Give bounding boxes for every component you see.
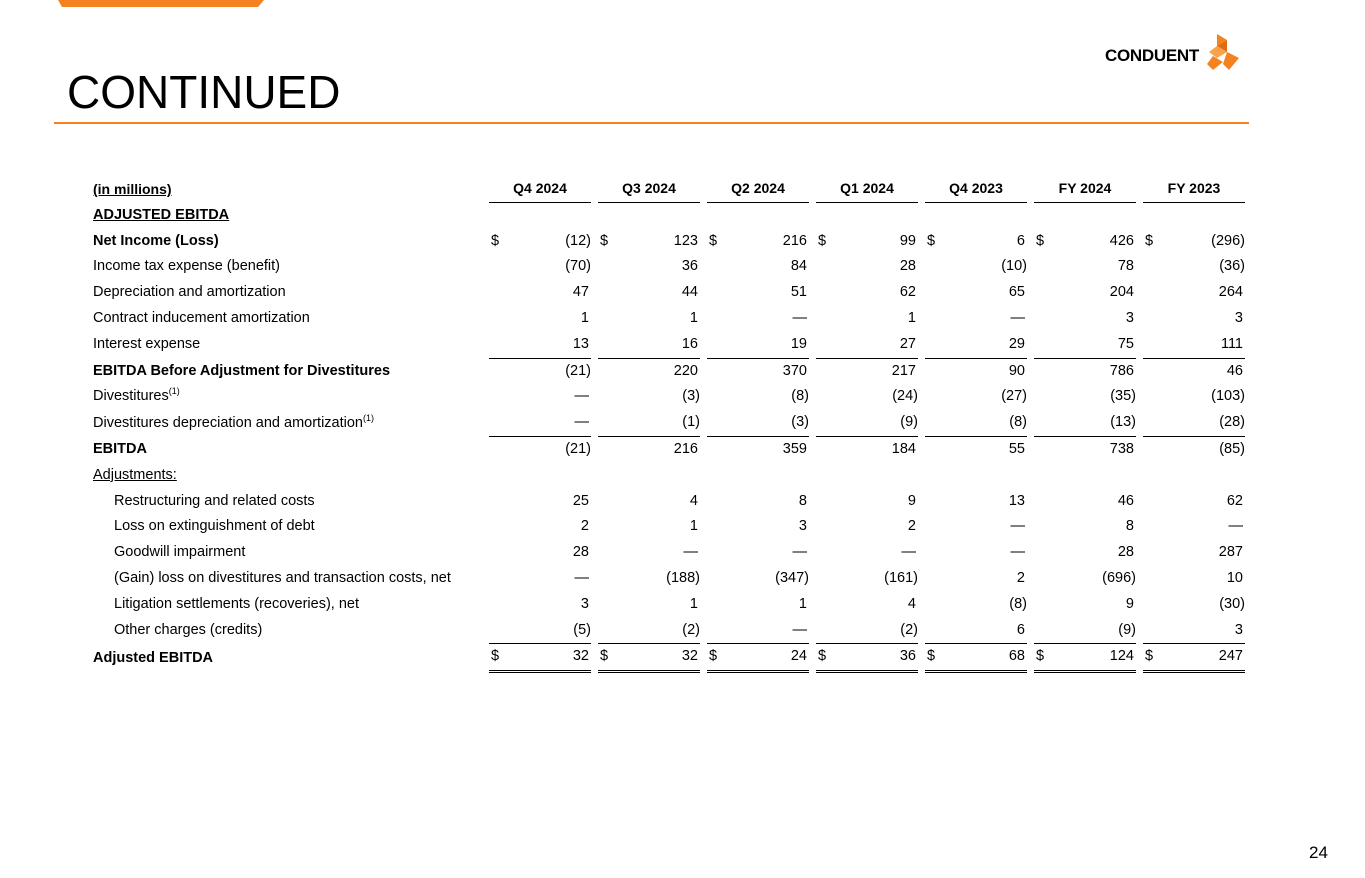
cell-value: 36 bbox=[834, 644, 918, 673]
currency-symbol bbox=[707, 618, 725, 645]
cell-value: (188) bbox=[666, 569, 700, 586]
cell-value: 32 bbox=[507, 644, 591, 673]
cell-value: (9) bbox=[1052, 618, 1136, 645]
currency-symbol bbox=[1143, 359, 1161, 385]
currency-symbol: $ bbox=[489, 644, 507, 673]
cell-value: 28 bbox=[1117, 544, 1134, 561]
row-label bbox=[88, 618, 482, 645]
currency-symbol bbox=[598, 540, 616, 566]
cell-value: 786 bbox=[1109, 362, 1134, 379]
column-header: Q2 2024 bbox=[707, 176, 809, 203]
section-row bbox=[88, 463, 1245, 489]
table-row bbox=[88, 384, 1245, 410]
cell-value: (8) bbox=[943, 410, 1027, 437]
currency-symbol bbox=[816, 254, 834, 280]
adjustments-label: Adjustments: bbox=[93, 466, 177, 483]
page-number: 24 bbox=[1309, 843, 1328, 862]
currency-symbol bbox=[707, 306, 725, 332]
cell-value: (85) bbox=[1219, 440, 1245, 457]
currency-symbol: $ bbox=[925, 644, 943, 673]
cell-value: 1 bbox=[689, 309, 698, 326]
cell-value: 264 bbox=[1218, 284, 1243, 301]
currency-symbol bbox=[598, 592, 616, 618]
currency-symbol bbox=[925, 332, 943, 359]
currency-symbol bbox=[489, 410, 507, 437]
currency-symbol: $ bbox=[927, 232, 936, 249]
table-row bbox=[88, 254, 1245, 280]
cell-value: 4 bbox=[689, 492, 698, 509]
cell-value: 84 bbox=[790, 258, 807, 275]
cell-value: (30) bbox=[1219, 595, 1245, 612]
currency-symbol bbox=[1143, 592, 1161, 618]
cell-value: 2 bbox=[580, 518, 589, 535]
cell-value: 204 bbox=[1109, 284, 1134, 301]
section-row bbox=[88, 203, 1245, 229]
cell-value: 99 bbox=[899, 232, 916, 249]
cell-value: 123 bbox=[673, 232, 698, 249]
cell-value: — bbox=[901, 544, 916, 561]
currency-symbol bbox=[1143, 566, 1161, 592]
cell-value: (296) bbox=[1211, 232, 1245, 249]
cell-value: 16 bbox=[616, 332, 700, 359]
row-label-text: Income tax expense (benefit) bbox=[93, 258, 280, 275]
cell-value: 78 bbox=[1117, 258, 1134, 275]
cell-value: — bbox=[792, 544, 807, 561]
cell-value: 3 bbox=[798, 518, 807, 535]
row-label-text: EBITDA bbox=[93, 440, 147, 457]
cell-value: 24 bbox=[725, 644, 809, 673]
row-label-text: Net Income (Loss) bbox=[93, 232, 219, 249]
cell-value: 220 bbox=[673, 362, 698, 379]
column-header: Q4 2024 bbox=[489, 176, 591, 203]
currency-symbol bbox=[925, 514, 943, 540]
currency-symbol bbox=[707, 514, 725, 540]
row-label-text: Goodwill impairment bbox=[114, 544, 246, 561]
row-label-text: Loss on extinguishment of debt bbox=[114, 518, 315, 535]
currency-symbol bbox=[925, 592, 943, 618]
currency-symbol bbox=[489, 437, 507, 463]
cell-value: 216 bbox=[782, 232, 807, 249]
column-header: Q4 2023 bbox=[925, 176, 1027, 203]
row-label-text: Litigation settlements (recoveries), net bbox=[114, 595, 359, 612]
row-label bbox=[88, 566, 482, 592]
cell-value: 27 bbox=[834, 332, 918, 359]
cell-value: 62 bbox=[899, 284, 916, 301]
cell-value: 75 bbox=[1052, 332, 1136, 359]
row-label-text: Divestitures bbox=[93, 388, 169, 405]
cell-value: (103) bbox=[1211, 388, 1245, 405]
cell-value: 124 bbox=[1052, 644, 1136, 673]
table-row bbox=[88, 514, 1245, 540]
cell-value: (8) bbox=[791, 388, 809, 405]
currency-symbol bbox=[489, 280, 507, 306]
currency-symbol bbox=[1034, 566, 1052, 592]
currency-symbol bbox=[1143, 514, 1161, 540]
cell-value: 10 bbox=[1226, 569, 1243, 586]
row-label-text: (Gain) loss on divestitures and transaction costs, net bbox=[114, 569, 451, 586]
currency-symbol bbox=[707, 592, 725, 618]
cell-value: 359 bbox=[782, 440, 807, 457]
currency-symbol bbox=[489, 566, 507, 592]
cell-value: 32 bbox=[616, 644, 700, 673]
cell-value: 2 bbox=[1016, 569, 1025, 586]
currency-symbol: $ bbox=[491, 232, 500, 249]
currency-symbol bbox=[925, 384, 943, 410]
currency-symbol: $ bbox=[598, 644, 616, 673]
currency-symbol bbox=[598, 566, 616, 592]
currency-symbol bbox=[598, 514, 616, 540]
currency-symbol bbox=[707, 437, 725, 463]
cell-value: 4 bbox=[907, 595, 916, 612]
row-label-text: Restructuring and related costs bbox=[114, 492, 315, 509]
currency-symbol bbox=[489, 359, 507, 385]
currency-symbol bbox=[1143, 618, 1161, 645]
row-label-text: Divestitures depreciation and amortization bbox=[93, 414, 363, 431]
currency-symbol bbox=[925, 410, 943, 437]
row-label bbox=[88, 489, 482, 515]
currency-symbol bbox=[489, 618, 507, 645]
cell-value: 46 bbox=[1226, 362, 1243, 379]
currency-symbol bbox=[598, 306, 616, 332]
top-accent-bar bbox=[58, 0, 264, 7]
cell-value: 111 bbox=[1161, 332, 1245, 359]
currency-symbol: $ bbox=[816, 644, 834, 673]
currency-symbol bbox=[1034, 384, 1052, 410]
cell-value: 47 bbox=[572, 284, 589, 301]
currency-symbol bbox=[707, 254, 725, 280]
units-label: (in millions) bbox=[93, 181, 172, 197]
row-label bbox=[88, 384, 482, 410]
cell-value: 184 bbox=[891, 440, 916, 457]
table-row bbox=[88, 280, 1245, 306]
currency-symbol bbox=[489, 592, 507, 618]
currency-symbol bbox=[1034, 437, 1052, 463]
cell-value: 247 bbox=[1161, 644, 1245, 673]
cell-value: 1 bbox=[798, 595, 807, 612]
cell-value: — bbox=[507, 410, 591, 437]
currency-symbol bbox=[1034, 254, 1052, 280]
row-label bbox=[88, 514, 482, 540]
currency-symbol bbox=[816, 540, 834, 566]
table-row bbox=[88, 618, 1245, 645]
currency-symbol bbox=[489, 514, 507, 540]
table-row bbox=[88, 644, 1245, 673]
row-label bbox=[88, 254, 482, 280]
cell-value: 3 bbox=[1125, 309, 1134, 326]
currency-symbol: $ bbox=[1034, 644, 1052, 673]
currency-symbol bbox=[925, 540, 943, 566]
adjusted-ebitda-table bbox=[88, 176, 1245, 673]
row-label bbox=[88, 410, 482, 437]
cell-value: 19 bbox=[725, 332, 809, 359]
currency-symbol: $ bbox=[818, 232, 827, 249]
cell-value: 3 bbox=[1161, 618, 1245, 645]
currency-symbol bbox=[489, 254, 507, 280]
currency-symbol bbox=[1143, 254, 1161, 280]
currency-symbol bbox=[489, 332, 507, 359]
cell-value: (70) bbox=[565, 258, 591, 275]
currency-symbol bbox=[925, 437, 943, 463]
table-row bbox=[88, 229, 1245, 255]
currency-symbol bbox=[1034, 332, 1052, 359]
currency-symbol bbox=[707, 410, 725, 437]
currency-symbol bbox=[816, 592, 834, 618]
cell-value: 8 bbox=[1125, 518, 1134, 535]
cell-value: 90 bbox=[1008, 362, 1025, 379]
cell-value: 1 bbox=[689, 518, 698, 535]
currency-symbol bbox=[925, 306, 943, 332]
cell-value: 29 bbox=[943, 332, 1027, 359]
cell-value: — bbox=[1010, 309, 1025, 326]
cell-value: 3 bbox=[580, 595, 589, 612]
currency-symbol bbox=[816, 489, 834, 515]
logo-wordmark: CONDUENT bbox=[1105, 45, 1199, 65]
currency-symbol bbox=[816, 359, 834, 385]
footnote-marker: (1) bbox=[168, 386, 180, 397]
cell-value: 1 bbox=[907, 309, 916, 326]
page-title: CONTINUED bbox=[67, 66, 341, 118]
cell-value: (24) bbox=[892, 388, 918, 405]
currency-symbol bbox=[1034, 618, 1052, 645]
cell-value: — bbox=[1010, 544, 1025, 561]
cell-value: 25 bbox=[572, 492, 589, 509]
currency-symbol bbox=[707, 280, 725, 306]
currency-symbol bbox=[598, 437, 616, 463]
currency-symbol bbox=[598, 618, 616, 645]
cell-value: — bbox=[574, 388, 589, 405]
cell-value: — bbox=[574, 569, 589, 586]
currency-symbol bbox=[1143, 410, 1161, 437]
table-row bbox=[88, 359, 1245, 385]
cell-value: 287 bbox=[1218, 544, 1243, 561]
currency-symbol bbox=[816, 306, 834, 332]
table-row bbox=[88, 566, 1245, 592]
cell-value: 28 bbox=[572, 544, 589, 561]
cell-value: 217 bbox=[891, 362, 916, 379]
currency-symbol bbox=[598, 254, 616, 280]
section-title: ADJUSTED EBITDA bbox=[93, 206, 230, 223]
cell-value: (12) bbox=[565, 232, 591, 249]
cell-value: 216 bbox=[673, 440, 698, 457]
currency-symbol bbox=[707, 384, 725, 410]
cell-value: (1) bbox=[616, 410, 700, 437]
row-label bbox=[88, 359, 482, 385]
currency-symbol bbox=[1034, 514, 1052, 540]
cell-value: 46 bbox=[1117, 492, 1134, 509]
table-row bbox=[88, 306, 1245, 332]
currency-symbol bbox=[1143, 489, 1161, 515]
currency-symbol bbox=[598, 384, 616, 410]
row-label-text: Interest expense bbox=[93, 336, 201, 353]
cell-value: (696) bbox=[1102, 569, 1136, 586]
conduent-logo bbox=[1105, 34, 1243, 77]
cell-value: (5) bbox=[507, 618, 591, 645]
cell-value: 2 bbox=[907, 518, 916, 535]
cell-value: (2) bbox=[834, 618, 918, 645]
cell-value: 6 bbox=[943, 618, 1027, 645]
cell-value: 1 bbox=[580, 309, 589, 326]
currency-symbol bbox=[489, 540, 507, 566]
cell-value: 738 bbox=[1109, 440, 1134, 457]
cell-value: 68 bbox=[943, 644, 1027, 673]
currency-symbol bbox=[1034, 306, 1052, 332]
currency-symbol: $ bbox=[600, 232, 609, 249]
currency-symbol bbox=[1143, 280, 1161, 306]
cell-value: (28) bbox=[1161, 410, 1245, 437]
currency-symbol bbox=[707, 489, 725, 515]
title-divider bbox=[54, 122, 1249, 124]
cell-value: (21) bbox=[565, 362, 591, 379]
currency-symbol bbox=[1034, 592, 1052, 618]
cell-value: (13) bbox=[1052, 410, 1136, 437]
currency-symbol: $ bbox=[1145, 232, 1154, 249]
row-label bbox=[88, 592, 482, 618]
currency-symbol bbox=[816, 332, 834, 359]
cell-value: 426 bbox=[1109, 232, 1134, 249]
cell-value: 9 bbox=[907, 492, 916, 509]
cell-value: — bbox=[792, 309, 807, 326]
column-header: FY 2024 bbox=[1034, 176, 1136, 203]
currency-symbol bbox=[1034, 410, 1052, 437]
row-label bbox=[88, 306, 482, 332]
cell-value: (35) bbox=[1110, 388, 1136, 405]
currency-symbol bbox=[489, 306, 507, 332]
currency-symbol bbox=[1143, 540, 1161, 566]
currency-symbol bbox=[816, 618, 834, 645]
currency-symbol bbox=[598, 489, 616, 515]
cell-value: (3) bbox=[682, 388, 700, 405]
row-label bbox=[88, 280, 482, 306]
cell-value: (8) bbox=[1009, 595, 1027, 612]
column-header: Q3 2024 bbox=[598, 176, 700, 203]
cell-value: 55 bbox=[1008, 440, 1025, 457]
conduent-mark-icon bbox=[1205, 34, 1243, 77]
cell-value: 9 bbox=[1125, 595, 1134, 612]
row-label bbox=[88, 332, 482, 359]
row-label bbox=[88, 540, 482, 566]
cell-value: (2) bbox=[616, 618, 700, 645]
table-row bbox=[88, 410, 1245, 437]
cell-value: 8 bbox=[798, 492, 807, 509]
table-row bbox=[88, 540, 1245, 566]
cell-value: — bbox=[1228, 518, 1243, 535]
currency-symbol bbox=[707, 359, 725, 385]
currency-symbol bbox=[489, 489, 507, 515]
column-header: FY 2023 bbox=[1143, 176, 1245, 203]
table-header-row bbox=[88, 176, 1245, 203]
currency-symbol bbox=[925, 359, 943, 385]
cell-value: 28 bbox=[899, 258, 916, 275]
currency-symbol bbox=[1034, 359, 1052, 385]
cell-value: 370 bbox=[782, 362, 807, 379]
cell-value: 51 bbox=[790, 284, 807, 301]
currency-symbol bbox=[816, 280, 834, 306]
cell-value: (161) bbox=[884, 569, 918, 586]
table-row bbox=[88, 489, 1245, 515]
currency-symbol bbox=[816, 566, 834, 592]
cell-value: (9) bbox=[834, 410, 918, 437]
currency-symbol bbox=[1143, 332, 1161, 359]
column-header: Q1 2024 bbox=[816, 176, 918, 203]
currency-symbol bbox=[489, 384, 507, 410]
cell-value: 44 bbox=[681, 284, 698, 301]
row-label bbox=[88, 229, 482, 255]
footnote-marker: (1) bbox=[363, 412, 374, 423]
currency-symbol: $ bbox=[1036, 232, 1045, 249]
currency-symbol bbox=[816, 437, 834, 463]
currency-symbol bbox=[598, 359, 616, 385]
row-label-text: Contract inducement amortization bbox=[93, 309, 310, 326]
cell-value: — bbox=[1010, 518, 1025, 535]
cell-value: 3 bbox=[1234, 309, 1243, 326]
cell-value: (21) bbox=[565, 440, 591, 457]
currency-symbol bbox=[925, 618, 943, 645]
row-label-text: Adjusted EBITDA bbox=[93, 649, 214, 666]
cell-value: (27) bbox=[1001, 388, 1027, 405]
currency-symbol bbox=[707, 540, 725, 566]
cell-value: 62 bbox=[1226, 492, 1243, 509]
row-label-text: EBITDA Before Adjustment for Divestitures bbox=[93, 362, 391, 379]
cell-value: (10) bbox=[1001, 258, 1027, 275]
currency-symbol bbox=[1034, 489, 1052, 515]
currency-symbol bbox=[707, 332, 725, 359]
cell-value: 65 bbox=[1008, 284, 1025, 301]
row-label-text: Other charges (credits) bbox=[114, 622, 263, 639]
table-row bbox=[88, 437, 1245, 463]
cell-value: (3) bbox=[725, 410, 809, 437]
currency-symbol bbox=[925, 489, 943, 515]
currency-symbol bbox=[598, 410, 616, 437]
currency-symbol bbox=[1143, 437, 1161, 463]
cell-value: — bbox=[725, 618, 809, 645]
cell-value: 1 bbox=[689, 595, 698, 612]
currency-symbol bbox=[1034, 280, 1052, 306]
currency-symbol bbox=[925, 254, 943, 280]
currency-symbol bbox=[925, 280, 943, 306]
cell-value: (36) bbox=[1219, 258, 1245, 275]
cell-value: — bbox=[683, 544, 698, 561]
cell-value: 6 bbox=[1016, 232, 1025, 249]
currency-symbol bbox=[816, 384, 834, 410]
currency-symbol bbox=[1143, 384, 1161, 410]
row-label bbox=[88, 437, 482, 463]
currency-symbol bbox=[598, 332, 616, 359]
row-label bbox=[88, 644, 482, 673]
currency-symbol bbox=[816, 514, 834, 540]
cell-value: 13 bbox=[507, 332, 591, 359]
currency-symbol: $ bbox=[1143, 644, 1161, 673]
currency-symbol bbox=[707, 566, 725, 592]
currency-symbol bbox=[598, 280, 616, 306]
currency-symbol bbox=[816, 410, 834, 437]
currency-symbol: $ bbox=[709, 232, 718, 249]
cell-value: 13 bbox=[1008, 492, 1025, 509]
row-label-text: Depreciation and amortization bbox=[93, 284, 286, 301]
table-row bbox=[88, 592, 1245, 618]
currency-symbol: $ bbox=[707, 644, 725, 673]
currency-symbol bbox=[1034, 540, 1052, 566]
currency-symbol bbox=[925, 566, 943, 592]
cell-value: (347) bbox=[775, 569, 809, 586]
table-row bbox=[88, 332, 1245, 359]
cell-value: 36 bbox=[681, 258, 698, 275]
currency-symbol bbox=[1143, 306, 1161, 332]
